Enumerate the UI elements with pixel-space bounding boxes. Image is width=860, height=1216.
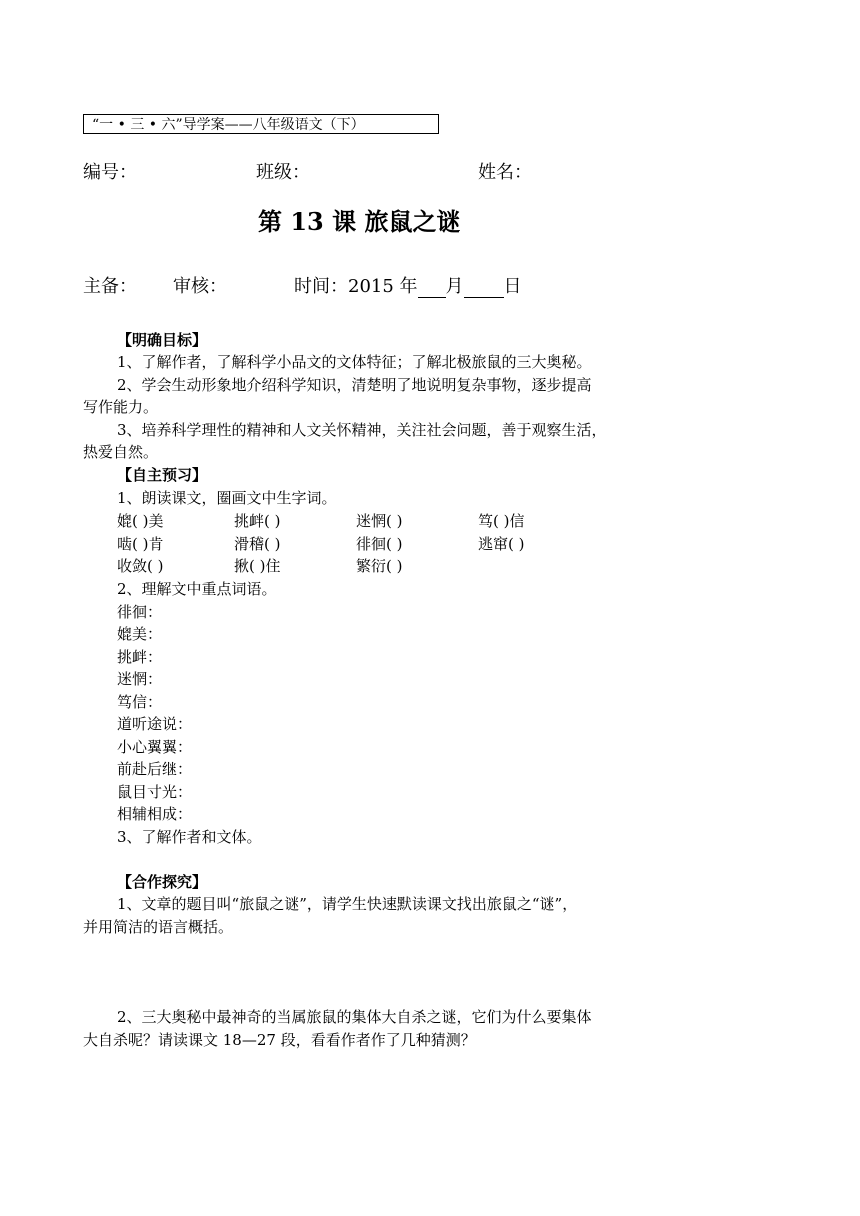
question-1-line-1: 1、文章的题目叫“旅鼠之谜”，请学生快速默读课文找出旅鼠之“谜”， [117, 895, 578, 913]
term-item: 道听途说： [117, 715, 193, 733]
word-item: 揪( )住 [234, 557, 281, 575]
date-line [294, 272, 522, 298]
goal-item: 2、学会生动形象地介绍科学知识，清楚明了地说明复杂事物，逐步提高 [117, 376, 592, 394]
preview-heading: 【自主预习】 [117, 466, 208, 484]
day-label: 日 [503, 276, 522, 297]
month-blank [418, 279, 446, 298]
lesson-title: 第 13 课 旅鼠之谜 [258, 207, 461, 236]
word-item: 繁衍( ) [356, 557, 403, 575]
preview-task-1: 1、朗读课文，圈画文中生字词。 [117, 489, 337, 507]
word-item: 迷惘( ) [356, 512, 403, 530]
class-label: 班级： [256, 162, 310, 183]
goal-item: 热爱自然。 [83, 443, 159, 461]
question-2-line-1: 2、三大奥秘中最神奇的当属旅鼠的集体大自杀之谜，它们为什么要集体 [117, 1008, 592, 1026]
term-item: 徘徊： [117, 603, 163, 621]
word-item: 笃( )信 [478, 512, 525, 530]
term-item: 相辅相成： [117, 805, 193, 823]
document-header-box: “一 • 三 • 六”导学案——八年级语文（下） [83, 114, 439, 134]
term-item: 迷惘： [117, 670, 163, 688]
goal-item: 写作能力。 [83, 398, 159, 416]
day-blank [464, 279, 504, 298]
month-label: 月 [445, 276, 464, 297]
goal-item: 3、培养科学理性的精神和人文关怀精神，关注社会问题，善于观察生活， [117, 421, 607, 439]
word-item: 收敛( ) [117, 557, 164, 575]
term-item: 小心翼翼： [117, 738, 193, 756]
name-label: 姓名： [478, 162, 532, 183]
question-2-line-2: 大自杀呢？请读课文 18—27 段，看看作者作了几种猜测？ [83, 1031, 476, 1049]
term-item: 前赴后继： [117, 760, 193, 778]
preview-task-3: 3、了解作者和文体。 [117, 828, 262, 846]
cooperate-heading: 【合作探究】 [117, 873, 208, 891]
word-item: 媲( )美 [117, 512, 164, 530]
word-item: 逃窜( ) [478, 535, 525, 553]
word-item: 啮( )肯 [117, 535, 164, 553]
term-item: 笃信： [117, 693, 163, 711]
term-item: 挑衅： [117, 648, 163, 666]
question-1-line-2: 并用简洁的语言概括。 [83, 918, 234, 936]
word-item: 徘徊( ) [356, 535, 403, 553]
term-item: 媲美： [117, 625, 163, 643]
goals-heading: 【明确目标】 [117, 331, 208, 349]
preview-task-2: 2、理解文中重点词语。 [117, 580, 277, 598]
reviewer-label: 审核： [173, 276, 227, 297]
main-preparer-label: 主备： [83, 276, 137, 297]
word-item: 挑衅( ) [234, 512, 281, 530]
word-item: 滑稽( ) [234, 535, 281, 553]
time-label: 时间：2015 年 [294, 276, 418, 297]
goal-item: 1、了解作者，了解科学小品文的文体特征；了解北极旅鼠的三大奥秘。 [117, 353, 592, 371]
number-label: 编号： [83, 162, 137, 183]
term-item: 鼠目寸光： [117, 783, 193, 801]
